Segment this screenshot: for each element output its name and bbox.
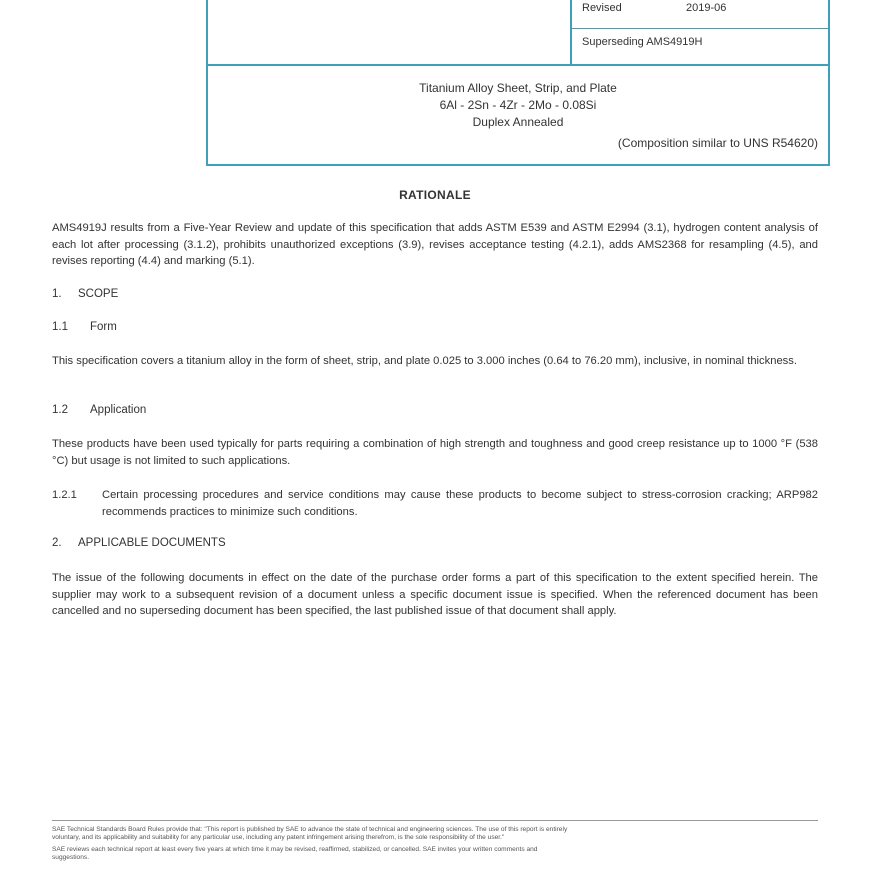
revision-meta xyxy=(572,0,830,64)
header-divider xyxy=(208,64,828,66)
spec-title xyxy=(208,80,828,131)
revised-date: 2019-06 xyxy=(686,2,727,14)
title-line-3: Duplex Annealed xyxy=(472,115,564,129)
section-1-2-text: These products have been used typically for parts requiring a combination of high strength and toughness and good creep resistance up to 1000 °F (538 °C) but usage is not limited to such applications. xyxy=(52,438,818,467)
superseding-row xyxy=(582,36,702,48)
section-1-1-number: 1.1 xyxy=(52,321,68,333)
rationale-heading: RATIONALE xyxy=(399,188,471,202)
section-2-title: APPLICABLE DOCUMENTS xyxy=(78,537,226,549)
section-1-2-1-number: 1.2.1 xyxy=(52,489,77,501)
section-1-1-heading xyxy=(52,321,117,333)
revised-row xyxy=(582,2,727,14)
spec-header-box xyxy=(206,0,830,166)
footer-rule xyxy=(52,820,818,821)
section-1-2-heading xyxy=(52,404,146,416)
footer-line-3: SAE reviews each technical report at least every five years at which time it may be revised, reaffirmed, stabilized, or cancelled. SAE invites your written comments and xyxy=(52,846,538,853)
section-2-heading xyxy=(52,537,226,549)
title-line-1: Titanium Alloy Sheet, Strip, and Plate xyxy=(419,81,617,95)
meta-divider xyxy=(572,28,830,29)
section-1-2-1-text: Certain processing procedures and service conditions may cause these products to become subject to stress-corrosion cracking; ARP982 recommends practices to minimize such conditions. xyxy=(102,489,818,518)
rationale-text: AMS4919J results from a Five-Year Review and update of this specification that adds ASTM E539 and ASTM E2994 (3.1), hydrogen content analysis of each lot after processing (3.1.2), prohibits unauthorized exceptions (3.9), revises acceptance testing (4.2.1), adds AMS2368 for resampling (4.5), and revises reporting (4.4) and marking (5.1). xyxy=(52,222,818,267)
section-2-text: The issue of the following documents in effect on the date of the purchase order forms a part of this specification to the extent specified herein. The supplier may work to a subsequent revision of a document unless a specific document issue is specified. When the referenced document has been cancelled and no superseding document has been specified, the last published issue of that document shall apply. xyxy=(52,572,818,617)
composition-note: (Composition similar to UNS R54620) xyxy=(617,136,818,150)
footer-line-2: voluntary, and its applicability and suitability for any particular use, including any patent infringement arising therefrom, is the sole responsibility of the user." xyxy=(52,834,505,841)
revised-label: Revised xyxy=(582,2,622,14)
section-1-1-text: This specification covers a titanium alloy in the form of sheet, strip, and plate 0.025 to 3.000 inches (0.64 to 76.20 mm), inclusive, in nominal thickness. xyxy=(52,355,797,367)
section-1-heading xyxy=(52,288,118,300)
section-1-2-number: 1.2 xyxy=(52,404,68,416)
footer-line-1: SAE Technical Standards Board Rules provide that: "This report is published by SAE to advance the state of technical and engineering sciences. The use of this report is entirely xyxy=(52,826,568,833)
section-1-1-title: Form xyxy=(90,321,117,333)
section-1-2-1 xyxy=(52,487,818,520)
title-line-2: 6Al - 2Sn - 4Zr - 2Mo - 0.08Si xyxy=(439,98,597,112)
header-top-left-cell xyxy=(208,0,572,64)
superseding-label: Superseding AMS4919H xyxy=(582,36,703,48)
section-1-title: SCOPE xyxy=(78,288,119,300)
section-1-number: 1. xyxy=(52,288,62,300)
footer-line-4: suggestions. xyxy=(52,854,90,861)
section-2-number: 2. xyxy=(52,537,62,549)
section-1-2-title: Application xyxy=(90,404,147,416)
